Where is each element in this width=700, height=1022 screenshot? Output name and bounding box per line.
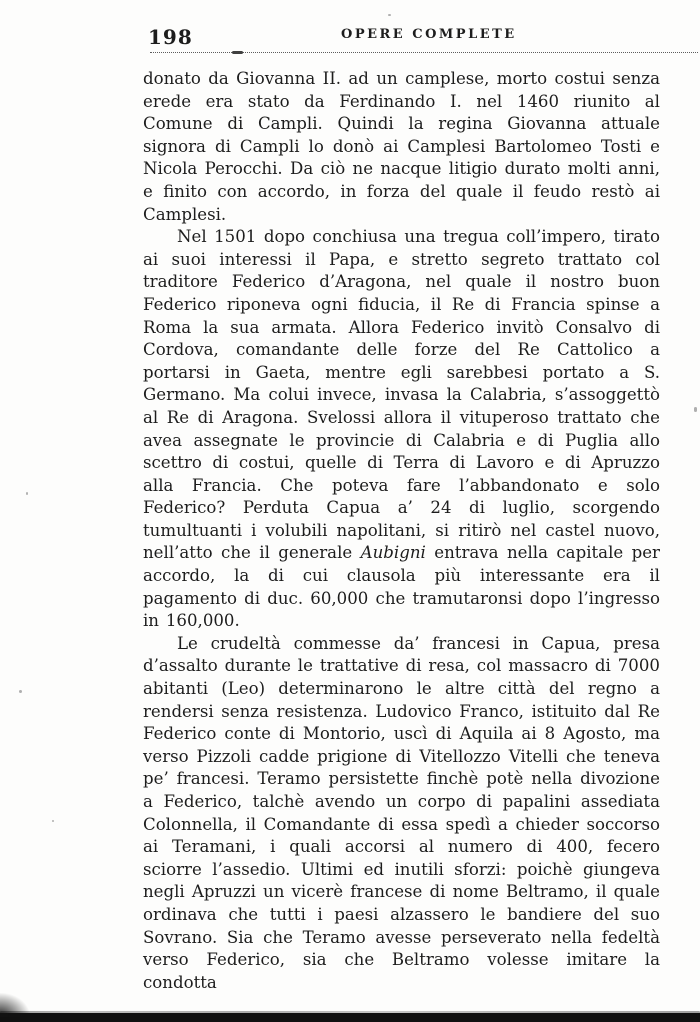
paragraph-1 bbox=[143, 68, 660, 226]
paragraph-2 bbox=[143, 226, 660, 633]
paragraph-2-text-a: Nel 1501 dopo conchiusa una tregua coll’impero, tirato ai suoi interessi il Papa, e stretto segreto trattato col traditore Federico d’Aragona, nel quale il nostro buon Federico riponeva ogni fiducia, il Re di Francia spinse a Roma la sua armata. Allora Federico invitò Consalvo di Cordova, comandante delle forze del Re Cattolico a portarsi in Gaeta, mentre egli sarebbesi portato a S. Germano. Ma colui invece, invasa la Calabria, s’assoggettò al Re di Aragona. Svelossi allora il vituperoso trattato che avea assegnate le provincie di Calabria e di Puglia allo scettro di costui, quelle di Terra di Lavoro e di Apruzzo alla Francia. Che poteva fare l’abbandonato e solo Federico? Perduta Capua a’ 24 di luglio, scorgendo tumultuanti i volubili napolitani, si ritirò nel castel nuovo, nell’atto che il generale bbox=[143, 227, 660, 563]
paragraph-3 bbox=[143, 633, 660, 995]
scan-speck bbox=[52, 820, 54, 822]
scan-speck bbox=[388, 14, 391, 16]
scan-speck bbox=[19, 690, 22, 693]
scan-artifact-bottom-band bbox=[0, 1013, 700, 1022]
scan-speck bbox=[694, 407, 697, 412]
paragraph-2-text-b: entrava nella capitale per accordo, la di cui clausola più interessante era il pagamento di duc. 60,000 che tramutaronsi dopo l’ingresso in 160,000. bbox=[143, 543, 660, 631]
page-text bbox=[143, 68, 660, 994]
paragraph-1-text: donato da Giovanna II. ad un camplese, morto costui senza erede era stato da Ferdinando I. nel 1460 riunito al Comune di Campli. Quindi la regina Giovanna attuale signora di Campli lo donò ai Camplesi Bartolomeo Tosti e Nicola Perocchi. Da ciò ne nacque litigio durato molti anni, e finito con accordo, in forza del quale il feudo restò ai Camplesi. bbox=[143, 69, 660, 224]
header-rule bbox=[150, 52, 698, 53]
header-rule-dash bbox=[232, 51, 243, 54]
page-number: 198 bbox=[148, 25, 193, 49]
scan-speck bbox=[26, 492, 28, 495]
scan-artifact-corner-smudge bbox=[0, 993, 30, 1017]
running-title: OPERE COMPLETE bbox=[341, 27, 517, 42]
italic-proper-name: Aubigni bbox=[360, 543, 426, 563]
paragraph-3-text: Le crudeltà commesse da’ francesi in Capua, presa d’assalto durante le trattative di resa, col massacro di 7000 abitanti (Leo) determinarono le altre città del regno a rendersi senza resistenza. Ludovico Franco, istituito dal Re Federico conte di Montorio, uscì di Aquila ai 8 Agosto, ma verso Pizzoli cadde prigione di Vitellozzo Vitelli che teneva pe’ francesi. Teramo persistette finchè potè nella divozione a Federico, talchè avendo un corpo di papalini assediata Colonnella, il Comandante di essa spedì a chieder soccorso ai Teramani, i quali accorsi al numero di 400, fecero sciorre l’assedio. Ultimi ed inutili sforzi: poichè giungeva negli Apruzzi un vicerè francese di nome Beltramo, il quale ordinava che tutti i paesi alzassero le bandiere del suo Sovrano. Sia che Teramo avesse perseverato nella fedeltà verso Federico, sia che Beltramo volesse imitare la condotta bbox=[143, 633, 660, 992]
